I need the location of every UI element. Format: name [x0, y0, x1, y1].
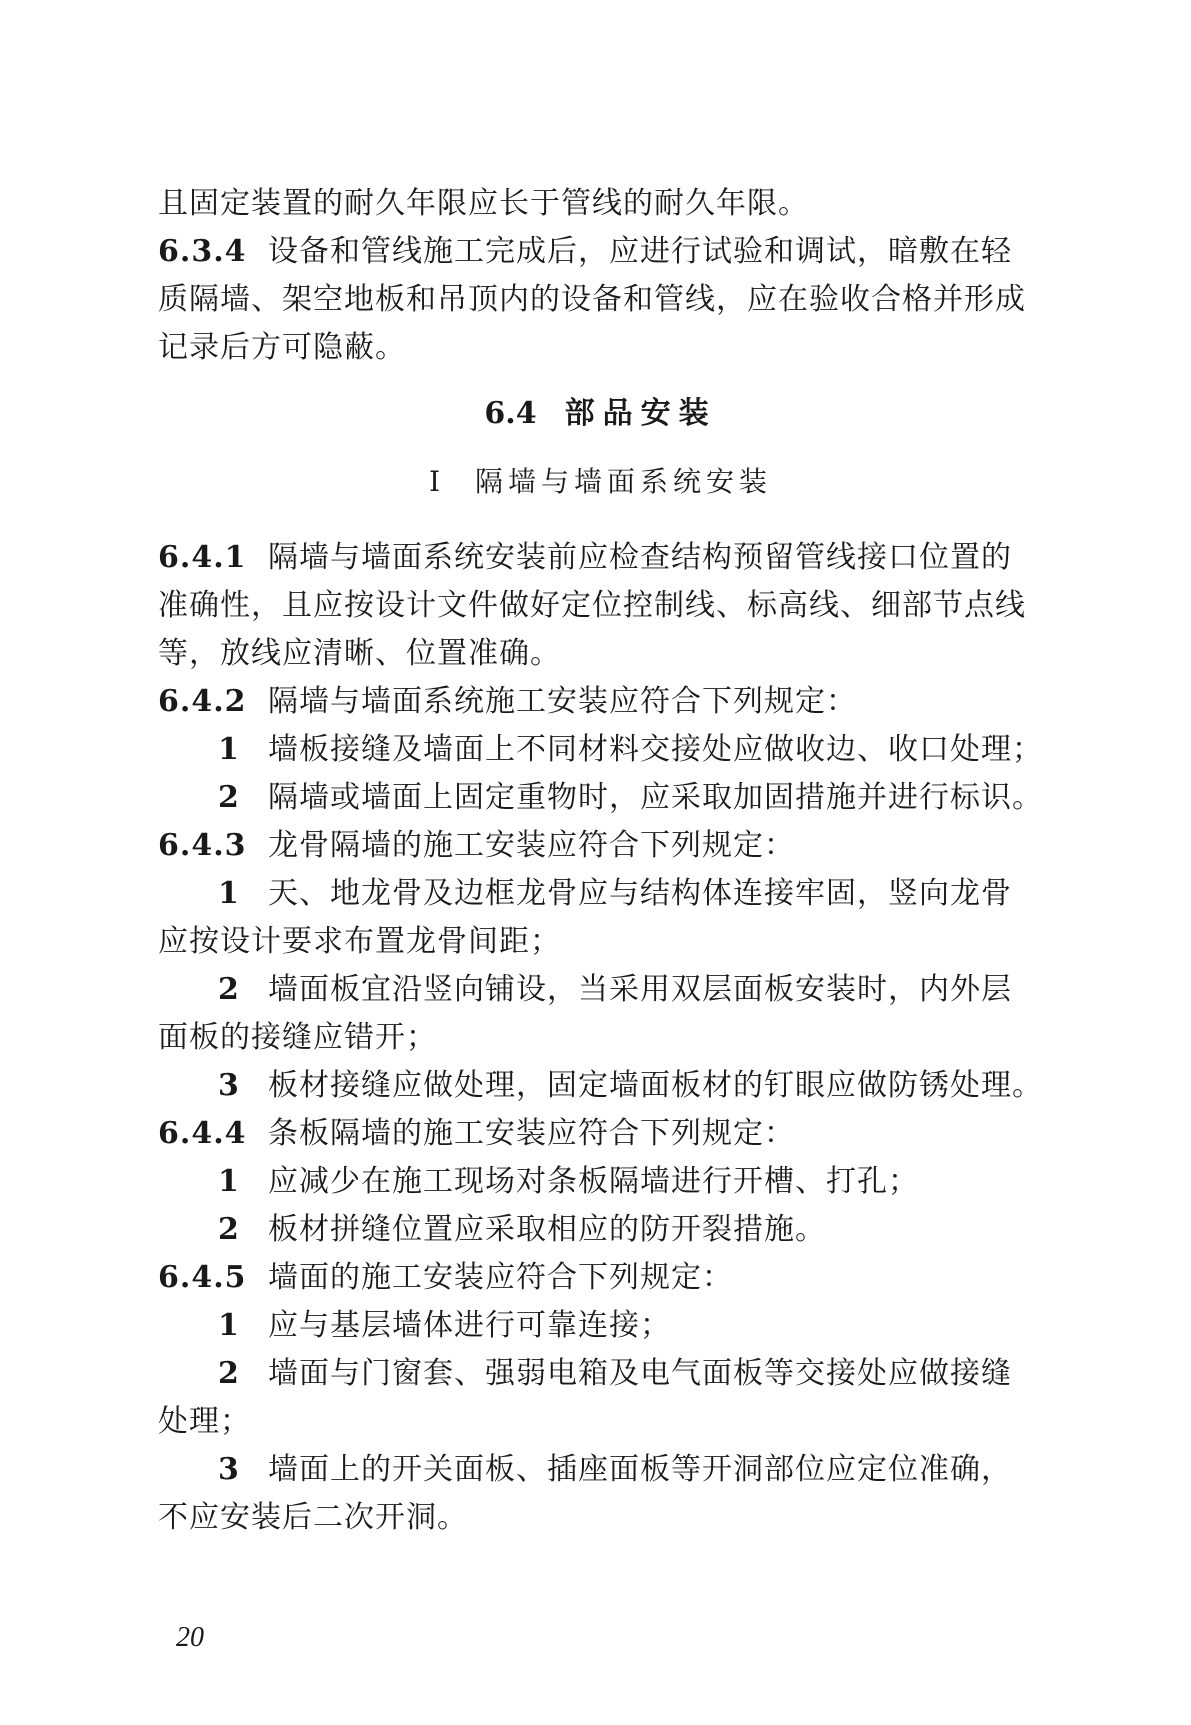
item-number: 2	[218, 1212, 240, 1247]
document-body	[158, 180, 1043, 1542]
item-number: 1	[218, 1164, 240, 1199]
item-number: 1	[218, 876, 240, 911]
clause-text: 条板隔墙的施工安装应符合下列规定：	[268, 1116, 795, 1151]
text-line: 应按设计要求布置龙骨间距；	[158, 924, 561, 959]
subsection-title: 隔墙与墙面系统安装	[475, 465, 773, 498]
clause-number: 6.4.3	[158, 828, 247, 863]
list-item	[158, 1302, 1043, 1350]
clause-text: 隔墙与墙面系统安装前应检查结构预留管线接口位置的	[268, 540, 1012, 575]
subsection-numeral: Ⅰ	[428, 465, 446, 498]
list-item	[158, 774, 1043, 822]
item-text: 墙面上的开关面板、插座面板等开洞部位应定位准确，	[268, 1452, 1012, 1487]
clause-number: 6.4.1	[158, 540, 247, 575]
clause-6-4-5	[158, 1254, 1043, 1302]
list-item	[158, 966, 1043, 1014]
text-line: 不应安装后二次开洞。	[158, 1500, 468, 1535]
clause-text: 隔墙与墙面系统施工安装应符合下列规定：	[268, 684, 857, 719]
clause-text: 龙骨隔墙的施工安装应符合下列规定：	[268, 828, 795, 863]
text-line: 等，放线应清晰、位置准确。	[158, 636, 561, 671]
section-title: 部品安装	[564, 396, 717, 431]
page-number: 20	[176, 1622, 204, 1653]
item-number: 2	[218, 972, 240, 1007]
list-item	[158, 1158, 1043, 1206]
item-text: 板材拼缝位置应采取相应的防开裂措施。	[268, 1212, 826, 1247]
clause-6-3-4	[158, 228, 1043, 276]
item-text: 墙面板宜沿竖向铺设，当采用双层面板安装时，内外层	[268, 972, 1012, 1007]
item-text: 应减少在施工现场对条板隔墙进行开槽、打孔；	[268, 1164, 919, 1199]
section-heading	[158, 390, 1043, 438]
list-item	[158, 1062, 1043, 1110]
clause-number: 6.4.5	[158, 1260, 247, 1295]
item-number: 1	[218, 732, 240, 767]
subsection-heading	[158, 458, 1043, 506]
list-item	[158, 1206, 1043, 1254]
clause-text: 设备和管线施工完成后，应进行试验和调试，暗敷在轻	[268, 234, 1012, 269]
item-number: 3	[218, 1452, 240, 1487]
clause-6-4-1	[158, 534, 1043, 582]
list-item	[158, 1446, 1043, 1494]
clause-6-4-3	[158, 822, 1043, 870]
section-number: 6.4	[484, 396, 537, 431]
clause-text: 墙面的施工安装应符合下列规定：	[268, 1260, 733, 1295]
item-text: 墙板接缝及墙面上不同材料交接处应做收边、收口处理；	[268, 732, 1043, 767]
item-text: 墙面与门窗套、强弱电箱及电气面板等交接处应做接缝	[268, 1356, 1012, 1391]
list-item	[158, 1350, 1043, 1398]
text-line: 面板的接缝应错开；	[158, 1020, 437, 1055]
item-text: 隔墙或墙面上固定重物时，应采取加固措施并进行标识。	[268, 780, 1043, 815]
item-text: 板材接缝应做处理，固定墙面板材的钉眼应做防锈处理。	[268, 1068, 1043, 1103]
list-item	[158, 870, 1043, 918]
text-line: 记录后方可隐蔽。	[158, 330, 406, 365]
clause-number: 6.4.4	[158, 1116, 247, 1151]
list-item	[158, 726, 1043, 774]
clause-number: 6.4.2	[158, 684, 247, 719]
text-line: 准确性，且应按设计文件做好定位控制线、标高线、细部节点线	[158, 588, 1026, 623]
item-number: 1	[218, 1308, 240, 1343]
clause-6-4-4	[158, 1110, 1043, 1158]
clause-number: 6.3.4	[158, 234, 247, 269]
clause-6-4-2	[158, 678, 1043, 726]
text-line: 且固定装置的耐久年限应长于管线的耐久年限。	[158, 186, 809, 221]
text-line: 处理；	[158, 1404, 251, 1439]
item-text: 天、地龙骨及边框龙骨应与结构体连接牢固，竖向龙骨	[268, 876, 1012, 911]
text-line: 质隔墙、架空地板和吊顶内的设备和管线，应在验收合格并形成	[158, 282, 1026, 317]
item-number: 2	[218, 780, 240, 815]
item-text: 应与基层墙体进行可靠连接；	[268, 1308, 671, 1343]
item-number: 3	[218, 1068, 240, 1103]
item-number: 2	[218, 1356, 240, 1391]
